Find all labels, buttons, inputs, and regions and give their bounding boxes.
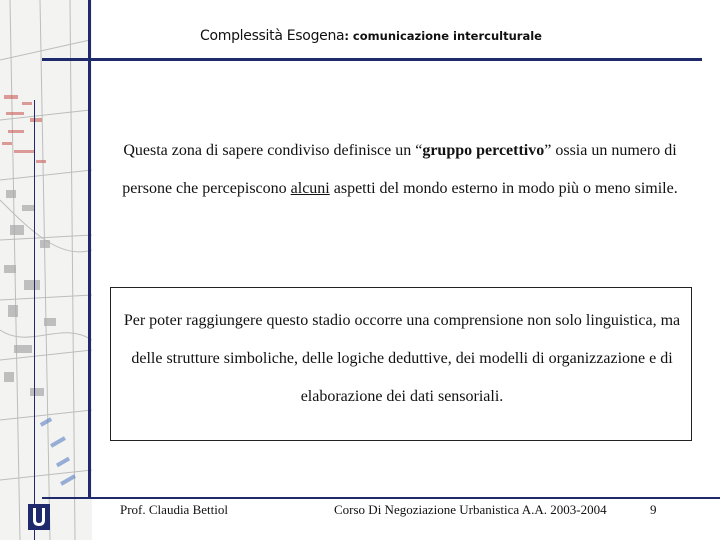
- body-paragraph: [100, 132, 700, 208]
- paragraph-underlined-word: alcuni: [290, 180, 330, 197]
- map-background: [0, 0, 92, 540]
- vertical-rule: [88, 0, 91, 498]
- title-subtitle: : comunicazione interculturale: [344, 29, 542, 43]
- paragraph-bold-term: gruppo percettivo: [422, 142, 545, 159]
- box-text: Per poter raggiungere questo stadio occorre una comprensione non solo linguistica, ma delle strutture simboliche, delle logiche deduttive, dei modelli di organizzazione e di elaborazione dei dati sensoriali.: [123, 312, 681, 405]
- paragraph-text-2: ” ossia un numero di persone che percepiscono: [122, 142, 677, 197]
- bottom-rule: [42, 497, 720, 499]
- top-rule: [42, 58, 702, 61]
- highlight-box: [110, 287, 692, 441]
- page-number: 9: [650, 502, 657, 517]
- university-logo-icon: [28, 504, 50, 530]
- title-main: Complessità Esogena: [200, 28, 345, 44]
- vertical-rule-thin: [34, 100, 35, 540]
- footer-course: Corso Di Negoziazione Urbanistica A.A. 2003-2004: [334, 502, 607, 517]
- map-drawing: [0, 0, 92, 540]
- paragraph-text-3: aspetti del mondo esterno in modo più o meno simile.: [329, 180, 678, 197]
- paragraph-text-1: Questa zona di sapere condiviso definisce un “: [123, 142, 423, 159]
- slide-title: [200, 28, 620, 44]
- footer-author: Prof. Claudia Bettiol: [120, 502, 228, 517]
